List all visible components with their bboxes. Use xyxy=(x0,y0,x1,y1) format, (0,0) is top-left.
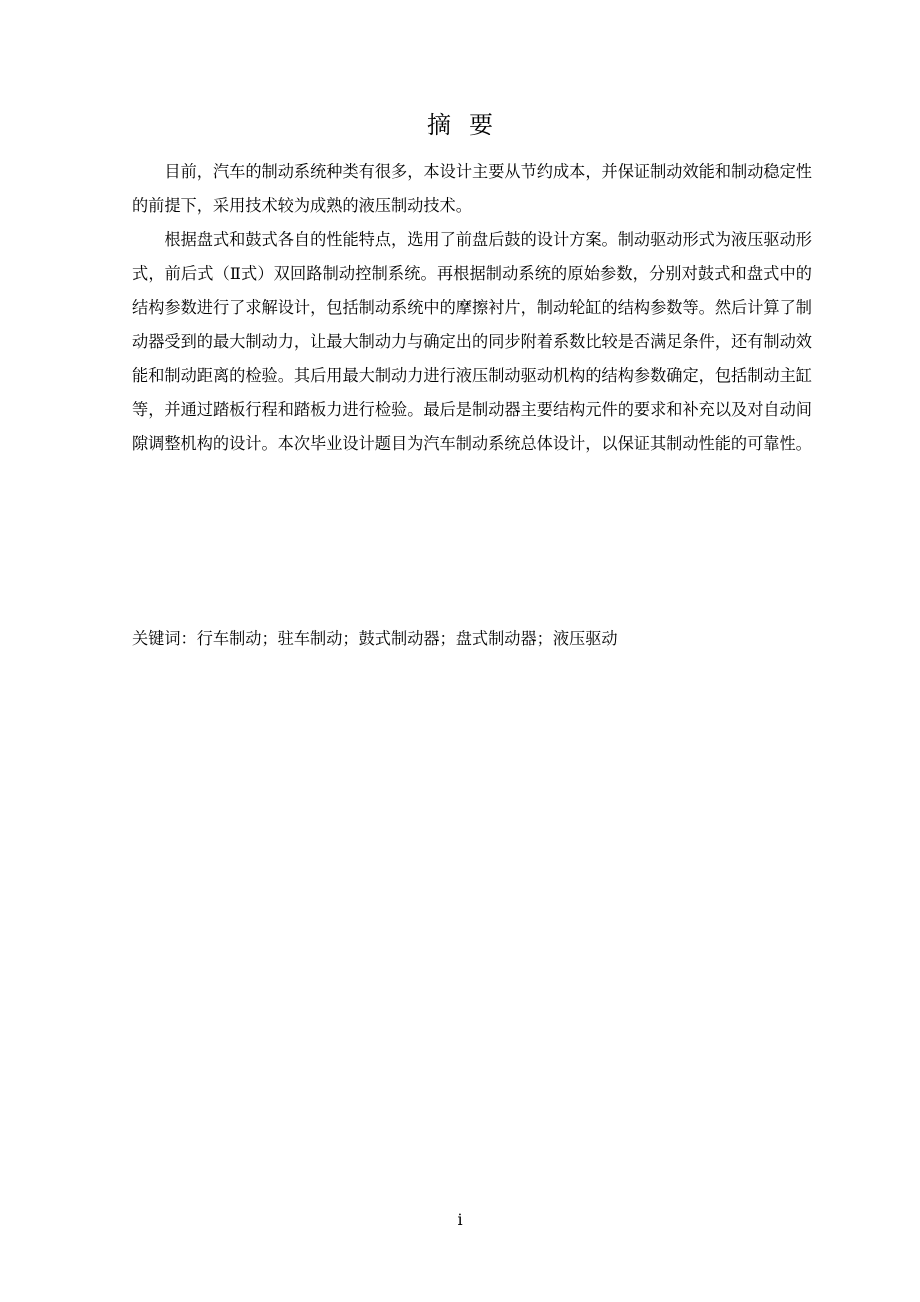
abstract-paragraph-1: 目前，汽车的制动系统种类有很多，本设计主要从节约成本，并保证制动效能和制动稳定性的前提下，采用技术较为成熟的液压制动技术。 xyxy=(132,162,812,215)
abstract-paragraph-2: 根据盘式和鼓式各自的性能特点，选用了前盘后鼓的设计方案。制动驱动形式为液压驱动形式，前后式（Ⅱ式）双回路制动控制系统。再根据制动系统的原始参数，分别对鼓式和盘式中的结构参数进行了求解设计，包括制动系统中的摩擦衬片，制动轮缸的结构参数等。然后计算了制动器受到的最大制动力，让最大制动力与确定出的同步附着系数比较是否满足条件，还有制动效能和制动距离的检验。其后用最大制动力进行液压制动驱动机构的结构参数确定，包括制动主缸等，并通过踏板行程和踏板力进行检验。最后是制动器主要结构元件的要求和补充以及对自动间隙调整机构的设计。本次毕业设计题目为汽车制动系统总体设计，以保证其制动性能的可靠性。 xyxy=(132,230,812,453)
keywords-line: 关键词：行车制动；驻车制动；鼓式制动器；盘式制动器；液压驱动 xyxy=(132,629,618,648)
page-number: i xyxy=(457,1210,463,1229)
abstract-body xyxy=(132,155,812,461)
abstract-title: 摘要 xyxy=(427,111,511,139)
